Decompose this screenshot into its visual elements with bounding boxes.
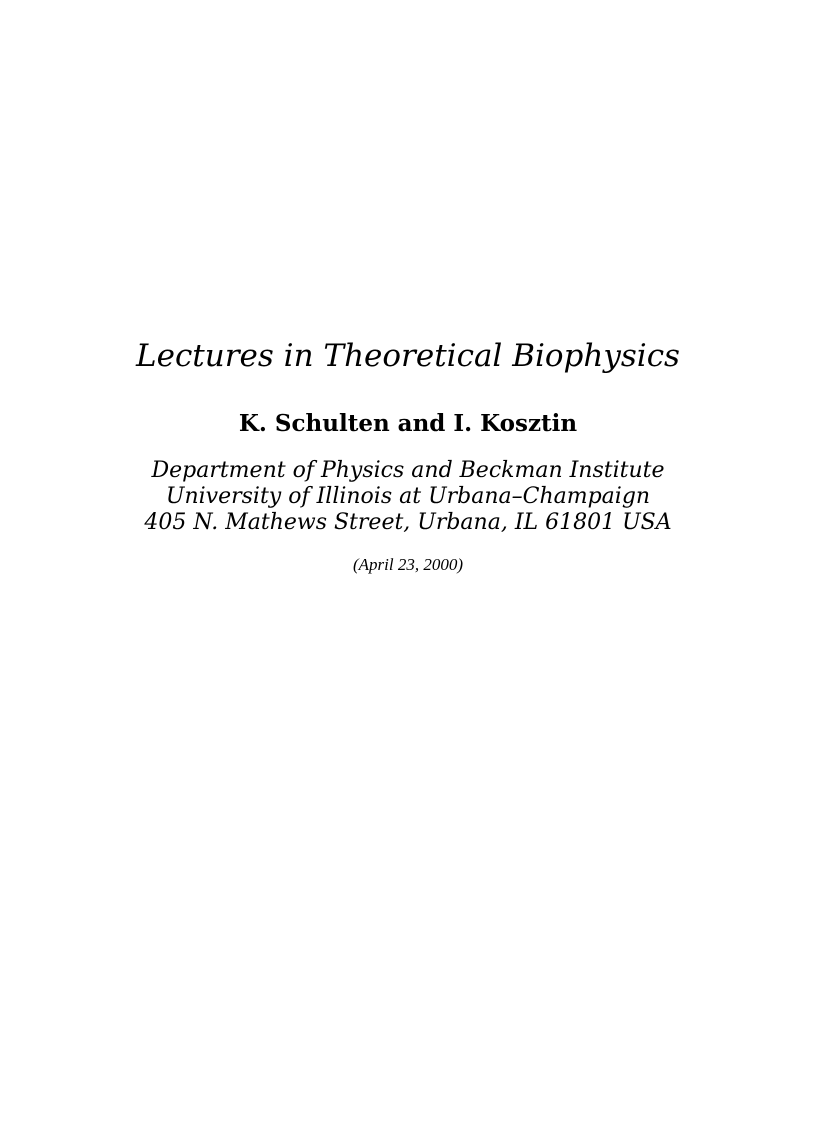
affiliation-department: Department of Physics and Beckman Institute (151, 458, 665, 483)
affiliation (0, 458, 816, 536)
affiliation-address: 405 N. Mathews Street, Urbana, IL 61801 USA (144, 510, 672, 535)
affiliation-university: University of Illinois at Urbana–Champaign (165, 484, 651, 509)
document-title: Lectures in Theoretical Biophysics (136, 338, 680, 374)
authors: K. Schulten and I. Kosztin (238, 410, 578, 437)
document-date: (April 23, 2000) (352, 555, 464, 574)
